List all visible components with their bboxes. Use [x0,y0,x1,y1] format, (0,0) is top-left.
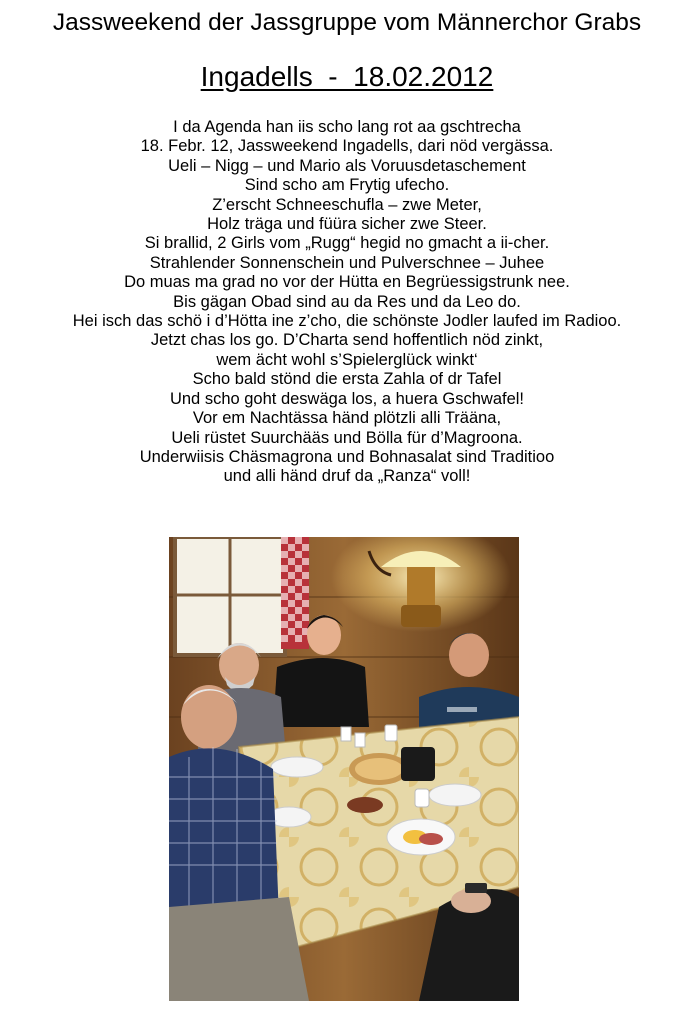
poem-line: Z’erscht Schneeschufla – zwe Meter, [212,195,482,214]
poem-line: Und scho goht deswäga los, a huera Gschwafel! [169,389,525,408]
poem-line: Ueli rüstet Suurchääs und Bölla für d’Magroona. [171,428,523,447]
poem-line: wem ächt wohl s’Spielerglück winkt‘ [216,350,478,369]
poem-line: Vor em Nachtässa händ plötzli alli Trääna, [192,409,502,428]
poem-line: Si brallid, 2 Girls vom „Rugg“ hegid no gmacht a ii-cher. [144,234,550,253]
page-header: Jassweekend der Jassgruppe vom Männerchor Grabs [52,9,642,36]
poem-line: Holz träga und füüra sicher zwe Steer. [207,215,487,234]
group-photo [169,537,519,1001]
poem-line: Scho bald stönd die ersta Zahla of dr Tafel [192,370,502,389]
poem-line: I da Agenda han iis scho lang rot aa gschtrecha [173,118,521,136]
poem-line: Bis gägan Obad sind au da Res und da Leo do. [173,292,521,311]
poem-line: Ueli – Nigg – und Mario als Voruusdetaschement [168,156,526,175]
page-title: Ingadells - 18.02.2012 [200,61,494,92]
poem-line: Jetzt chas los go. D’Charta send hoffentlich nöd zinkt, [150,331,544,350]
poem-line: Underwiisis Chäsmagrona und Bohnasalat sind Traditioo [139,447,555,466]
poem-line: Strahlender Sonnenschein und Pulverschnee – Juhee [149,253,545,272]
poem-text [0,118,694,487]
poem-line: und alli händ druf da „Ranza“ voll! [223,467,471,486]
poem-line: 18. Febr. 12, Jassweekend Ingadells, dari nöd vergässa. [140,137,554,156]
poem-line: Sind scho am Frytig ufecho. [244,176,450,195]
poem-line: Do muas ma grad no vor der Hütta en Begrüessigstrunk nee. [124,273,570,292]
poem-line: Hei isch das schö i d’Hötta ine z’cho, die schönste Jodler laufed im Radioo. [72,312,622,331]
